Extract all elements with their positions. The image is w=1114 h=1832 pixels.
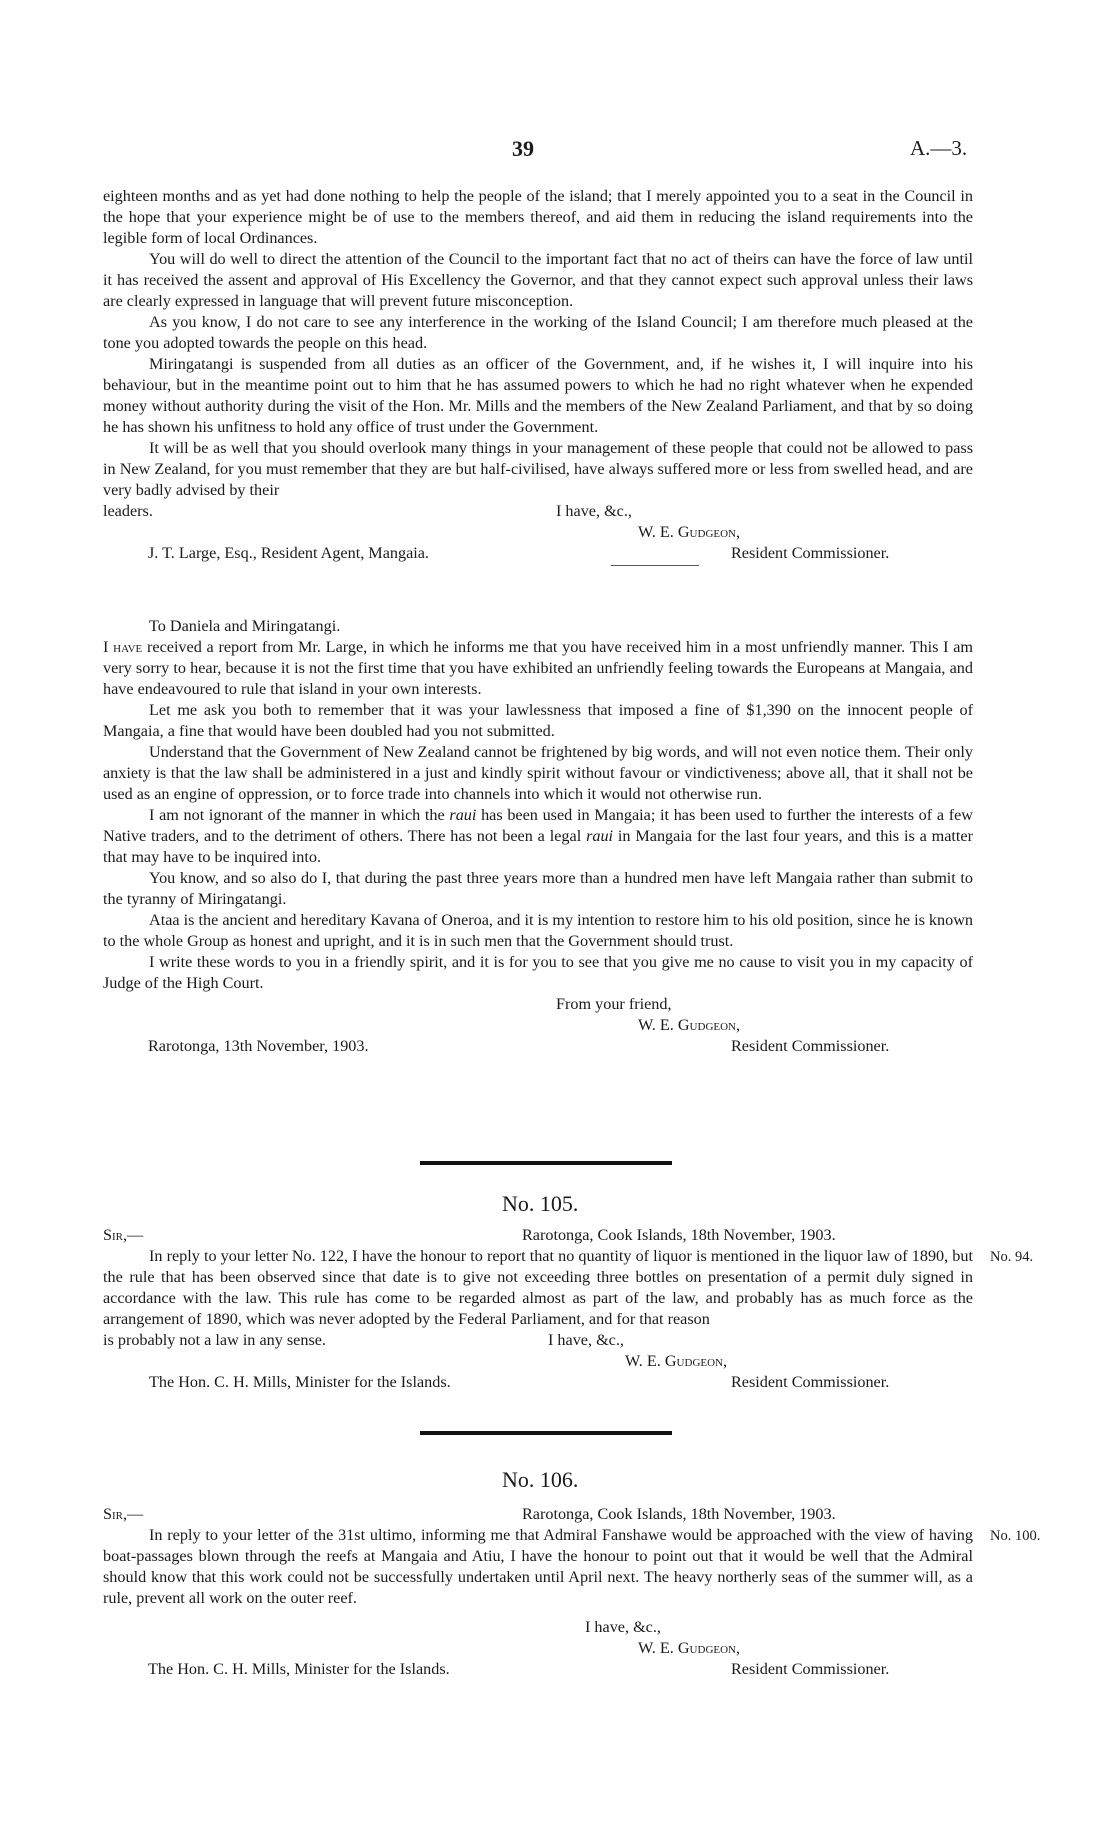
page-reference: A.—3. [910, 136, 968, 160]
closing-line [103, 501, 973, 522]
signature: W. E. Gudgeon, [638, 1016, 741, 1034]
letter-continued [103, 186, 973, 574]
addressee-line [103, 1659, 973, 1680]
letter-heading: No. 106. [502, 1467, 579, 1492]
paragraph-text: I am not ignorant of the manner in which the [149, 806, 450, 824]
separator-line [611, 565, 699, 566]
letter-heading: No. 105. [502, 1191, 579, 1216]
paragraph: As you know, I do not care to see any interference in the working of the Island Council; I am therefore much pleased at the tone you adopted towards the people on this head. [103, 313, 973, 352]
spacer [103, 1609, 973, 1617]
first-word: I have [103, 638, 143, 656]
paragraph: Let me ask you both to remember that it was your lawlessness that imposed a fine of $1,390 on the innocent people of Mangaia, a fine that would have been doubled had you not submitted. [103, 701, 973, 740]
closing: I have, &c., [548, 1331, 624, 1349]
section-rule [420, 1431, 672, 1435]
signature: W. E. Gudgeon, [638, 523, 741, 541]
paragraph-text: in Mangaia for the last four years, and this is a matter that may have to be inquired into. [103, 827, 973, 866]
closing-line [103, 1330, 973, 1351]
italic-word: raui [449, 806, 477, 824]
addressee: The Hon. C. H. Mills, Minister for the Islands. [148, 1660, 450, 1678]
closing-line [103, 994, 973, 1015]
addressee: The Hon. C. H. Mills, Minister for the Islands. [149, 1373, 451, 1391]
paragraph [103, 637, 973, 700]
closing: I have, &c., [585, 1618, 661, 1636]
paragraph-end: leaders. [103, 502, 153, 520]
addressee: J. T. Large, Esq., Resident Agent, Mangaia. [148, 544, 429, 562]
signature-line [103, 1015, 973, 1036]
paragraph: In reply to your letter of the 31st ultimo, informing me that Admiral Fanshawe would be approached with the view of having boat-passages blown through the reefs at Mangaia and Atiu, I have the honour to point out that it would be well that the Admiral should know that this work could not be successfully undertaken until April next. The heavy northerly seas of the summer will, as a rule, prevent all work on the outer reef. [103, 1526, 973, 1607]
signatory-title: Resident Commissioner. [731, 1037, 890, 1055]
page-number: 39 [512, 136, 534, 161]
place-date: Rarotonga, Cook Islands, 18th November, 1903. [522, 1226, 836, 1244]
margin-reference: No. 94. [990, 1249, 1034, 1265]
closing: I have, &c., [556, 502, 632, 520]
italic-word: raui [586, 827, 614, 845]
paragraph: In reply to your letter No. 122, I have the honour to report that no quantity of liquor is mentioned in the liquor law of 1890, but the rule that has been observed since that date is to give not exceeding three bottles on presentation of a permit duly signed in accordance with the law. This rule has come to be regarded almost as part of the law, and probably has as much force as the arrangement of 1890, which was never adopted by the Federal Parliament, and for that reason [103, 1247, 973, 1328]
paragraph: Ataa is the ancient and hereditary Kavana of Oneroa, and it is my intention to restore him to his old position, since he is known to the whole Group as honest and upright, and it is in such men that the Government should trust. [103, 911, 973, 950]
paragraph: I write these words to you in a friendly spirit, and it is for you to see that you give me no cause to visit you in my capacity of Judge of the High Court. [103, 953, 973, 992]
signature-line [103, 1638, 973, 1659]
salutation: To Daniela and Miringatangi. [149, 617, 341, 635]
salutation: Sir,— [103, 1226, 144, 1244]
signatory-title: Resident Commissioner. [731, 1660, 890, 1678]
section-rule [420, 1161, 672, 1165]
place-date-line [103, 1036, 973, 1057]
signatory-title: Resident Commissioner. [731, 1373, 890, 1391]
salutation: Sir,— [103, 1505, 144, 1523]
closing: From your friend, [556, 995, 672, 1013]
addressee-line [103, 543, 973, 564]
closing-line [103, 1617, 973, 1638]
page-header [0, 138, 1114, 164]
letter-to-daniela [103, 616, 973, 1057]
paragraph: You know, and so also do I, that during the past three years more than a hundred men have left Mangaia rather than submit to the tyranny of Miringatangi. [103, 869, 973, 908]
letter-106-body [103, 1525, 973, 1680]
paragraph: It will be as well that you should overlook many things in your management of these people that could not be allowed to pass in New Zealand, for you must remember that they are but half-civilised, have always suffered more or less from swelled head, and are very badly advised by their [103, 439, 973, 499]
paragraph: Understand that the Government of New Zealand cannot be frightened by big words, and will not even notice them. Their only anxiety is that the law shall be administered in a just and kindly spirit without favour or vindictiveness; above all, that it shall not be used as an engine of oppression, or to force trade into channels into which it would not otherwise run. [103, 743, 973, 803]
paragraph-end: is probably not a law in any sense. [103, 1331, 326, 1349]
signature: W. E. Gudgeon, [625, 1352, 728, 1370]
margin-reference: No. 100. [990, 1528, 1041, 1544]
paragraph-text: has been used in Mangaia; it has been used to further the interests of a few Native traders, and to the detriment of others. There has not been a legal [103, 806, 973, 845]
letter-105-body [103, 1246, 973, 1393]
place-date: Rarotonga, Cook Islands, 18th November, 1903. [522, 1505, 836, 1523]
signatory-title: Resident Commissioner. [731, 544, 890, 562]
paragraph: eighteen months and as yet had done nothing to help the people of the island; that I merely appointed you to a seat in the Council in the hope that your experience might be of use to the members thereof, and aid them in reducing the island requirements into the legible form of local Ordinances. [103, 187, 973, 247]
addressee-line [103, 1372, 973, 1393]
signature: W. E. Gudgeon, [638, 1639, 741, 1657]
signature-line [103, 522, 973, 543]
paragraph-text: received a report from Mr. Large, in which he informs me that you have received him in a most unfriendly manner. This I am very sorry to hear, because it is not the first time that you have exhibited an unfriendly feeling towards the Europeans at Mangaia, and have endeavoured to rule that island in your own interests. [103, 638, 973, 698]
place-date: Rarotonga, 13th November, 1903. [148, 1037, 369, 1055]
paragraph [103, 805, 973, 868]
signature-line [103, 1351, 973, 1372]
paragraph: Miringatangi is suspended from all duties as an officer of the Government, and, if he wishes it, I will inquire into his behaviour, but in the meantime point out to him that he has assumed powers to which he had no right whatever when he expended money without authority during the visit of the Hon. Mr. Mills and the members of the New Zealand Parliament, and that by so doing he has shown his unfitness to hold any office of trust under the Government. [103, 355, 973, 436]
paragraph: You will do well to direct the attention of the Council to the important fact that no act of theirs can have the force of law until it has received the assent and approval of His Excellency the Governor, and that they cannot expect such approval unless their laws are clearly expressed in language that will prevent future misconception. [103, 250, 973, 310]
